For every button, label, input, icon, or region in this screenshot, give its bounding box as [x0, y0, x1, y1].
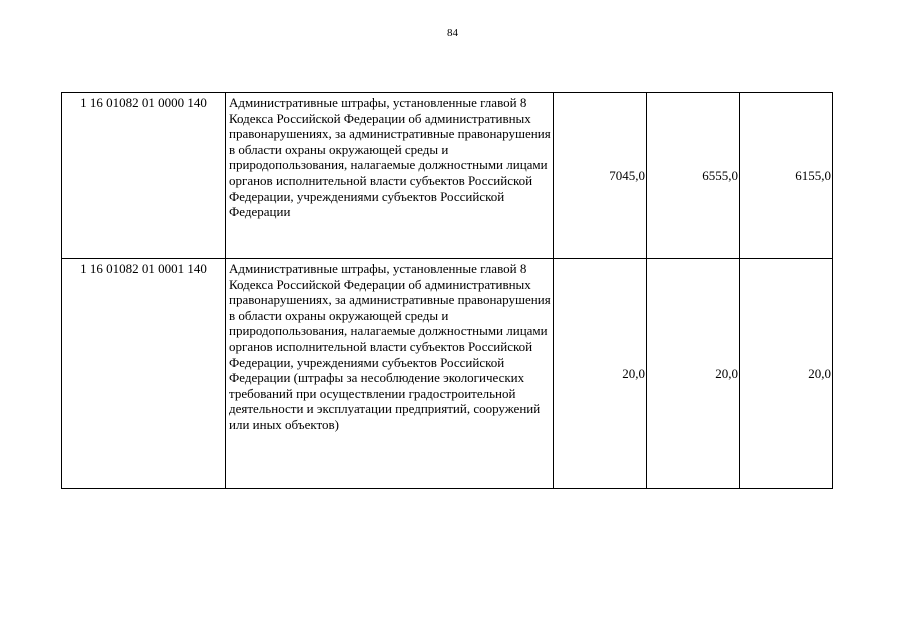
amount-year-3-cell: 6155,0 [740, 93, 833, 259]
revenue-description-cell: Административные штрафы, установленные главой 8 Кодекса Российской Федерации об административных правонарушениях, за административные правонарушения в области охраны окружающей среды и природопользования, налагаемые должностными лицами органов исполнительной власти субъектов Российской Федерации, учреждениями субъектов Российской Федерации [226, 93, 554, 259]
classification-code-cell: 1 16 01082 01 0000 140 [62, 93, 226, 259]
budget-revenue-table [61, 92, 833, 489]
amount-year-2-cell: 20,0 [647, 259, 740, 489]
amount-year-1-cell: 7045,0 [554, 93, 647, 259]
table-row [62, 259, 833, 489]
table-row [62, 93, 833, 259]
classification-code-cell: 1 16 01082 01 0001 140 [62, 259, 226, 489]
revenue-description-cell: Административные штрафы, установленные главой 8 Кодекса Российской Федерации об административных правонарушениях, за административные правонарушения в области охраны окружающей среды и природопользования, налагаемые должностными лицами органов исполнительной власти субъектов Российской Федерации, учреждениями субъектов Российской Федерации (штрафы за несоблюдение экологических требований при осуществлении градостроительной деятельности и эксплуатации предприятий, сооружений или иных объектов) [226, 259, 554, 489]
amount-year-2-cell: 6555,0 [647, 93, 740, 259]
page-number: 84 [447, 27, 458, 39]
amount-year-3-cell: 20,0 [740, 259, 833, 489]
amount-year-1-cell: 20,0 [554, 259, 647, 489]
